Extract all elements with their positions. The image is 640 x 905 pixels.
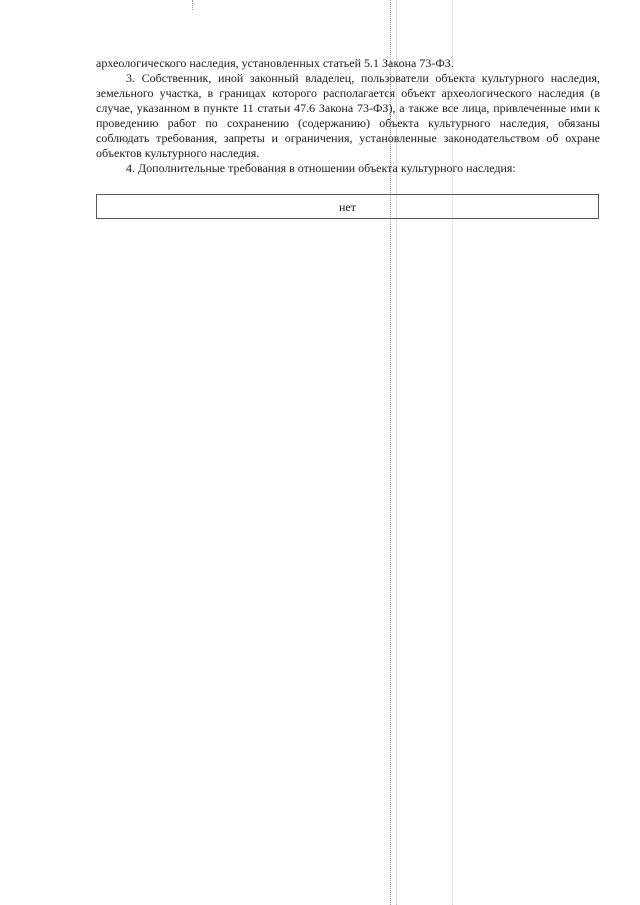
answer-box-text: нет xyxy=(339,200,356,214)
paragraph-3: 3. Собственник, иной законный владелец, пользователи объекта культурного наследия, земельного участка, в границах которого располагается объект археологического наследия (в случае, указанном в пункте 11 статьи 47.6 Закона 73-ФЗ), а также все лица, привлеченные ими к проведению работ по сохранению (содержанию) объекта культурного наследия, обязаны соблюдать требования, запреты и ограничения, установленные законодательством об охране объектов культурного наследия. xyxy=(96,71,600,160)
paragraph-4: 4. Дополнительные требования в отношении объекта культурного наследия: xyxy=(126,161,516,175)
continued-text-line: археологического наследия, установленных статьей 5.1 Закона 73-ФЗ. xyxy=(96,56,454,70)
requirements-answer-box xyxy=(96,194,599,219)
scan-artifact-line xyxy=(192,0,193,10)
